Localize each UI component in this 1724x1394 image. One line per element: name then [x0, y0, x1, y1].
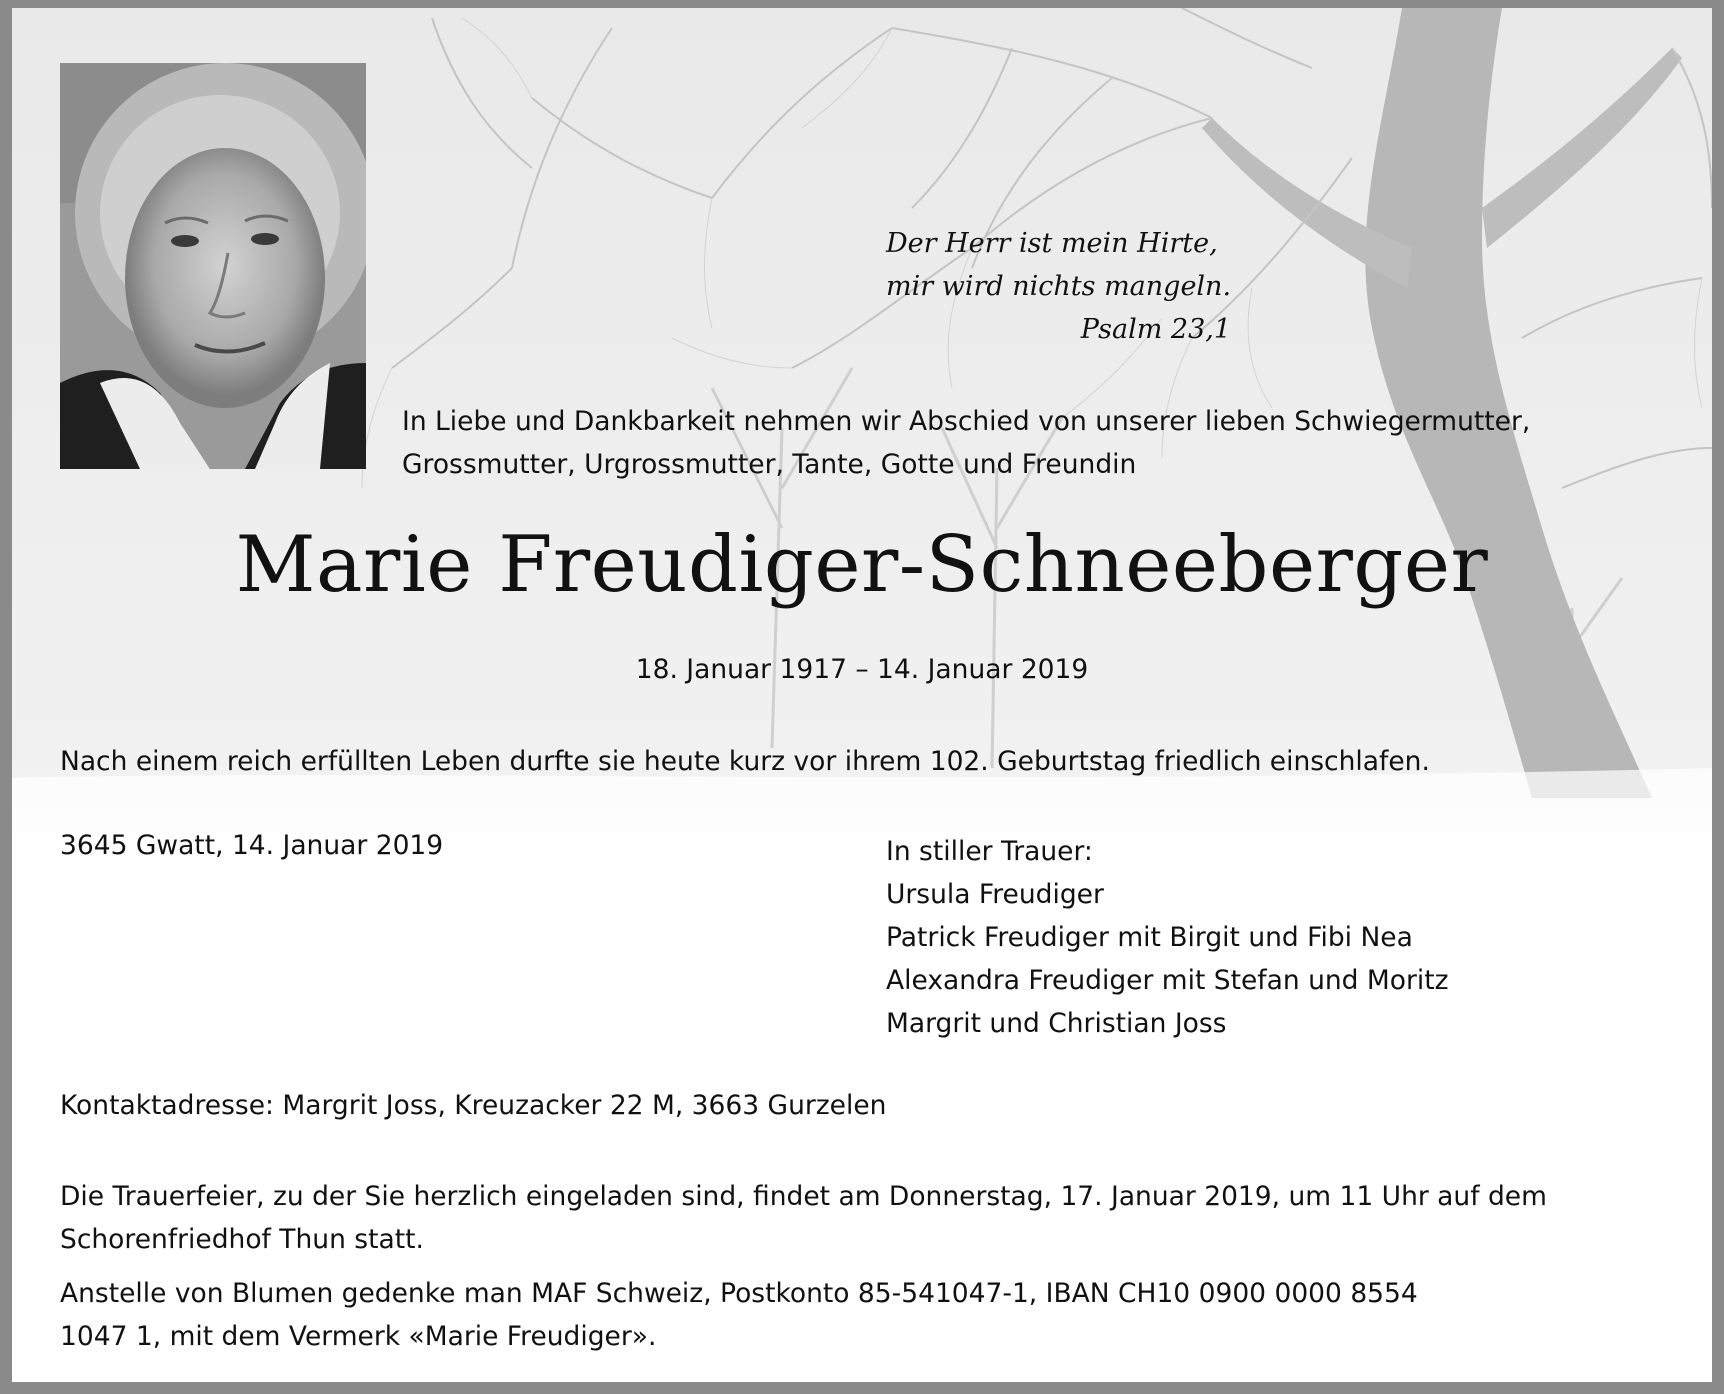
bible-verse — [886, 222, 1231, 351]
intro-line: In Liebe und Dankbarkeit nehmen wir Abschied von unserer lieben Schwiegermutter, — [402, 406, 1531, 437]
verse-reference: Psalm 23,1 — [1080, 314, 1232, 345]
donation-line: 1047 1, mit dem Vermerk «Marie Freudiger». — [60, 1321, 657, 1352]
mourners-list — [886, 830, 1449, 1045]
intro-line: Grossmutter, Urgrossmutter, Tante, Gotte und Freundin — [402, 449, 1137, 480]
funeral-notice — [60, 1175, 1547, 1261]
intro-text — [402, 400, 1530, 486]
funeral-line: Schorenfriedhof Thun statt. — [60, 1224, 424, 1255]
mourner-name: Margrit und Christian Joss — [886, 1008, 1227, 1039]
verse-line: Der Herr ist mein Hirte, — [886, 228, 1218, 259]
verse-line: mir wird nichts mangeln. — [886, 271, 1232, 302]
place-date: 3645 Gwatt, 14. Januar 2019 — [60, 830, 444, 861]
donation-line: Anstelle von Blumen gedenke man MAF Schweiz, Postkonto 85-541047-1, IBAN CH10 0900 0000 8554 — [60, 1278, 1418, 1309]
life-statement: Nach einem reich erfüllten Leben durfte sie heute kurz vor ihrem 102. Geburtstag friedlich einschlafen. — [60, 746, 1430, 777]
contact-address: Kontaktadresse: Margrit Joss, Kreuzacker 22 M, 3663 Gurzelen — [60, 1090, 887, 1121]
mourner-name: Alexandra Freudiger mit Stefan und Moritz — [886, 965, 1449, 996]
portrait-photo — [60, 63, 366, 469]
mourner-name: Patrick Freudiger mit Birgit und Fibi Nea — [886, 922, 1413, 953]
funeral-line: Die Trauerfeier, zu der Sie herzlich eingeladen sind, findet am Donnerstag, 17. Januar 2019, um 11 Uhr auf dem — [60, 1181, 1547, 1212]
deceased-name: Marie Freudiger-Schneeberger — [235, 520, 1489, 610]
mourner-name: Ursula Freudiger — [886, 879, 1104, 910]
mourners-heading: In stiller Trauer: — [886, 836, 1093, 867]
life-dates: 18. Januar 1917 – 14. Januar 2019 — [635, 654, 1089, 685]
obituary-card — [12, 8, 1712, 1382]
donation-notice — [60, 1272, 1418, 1358]
